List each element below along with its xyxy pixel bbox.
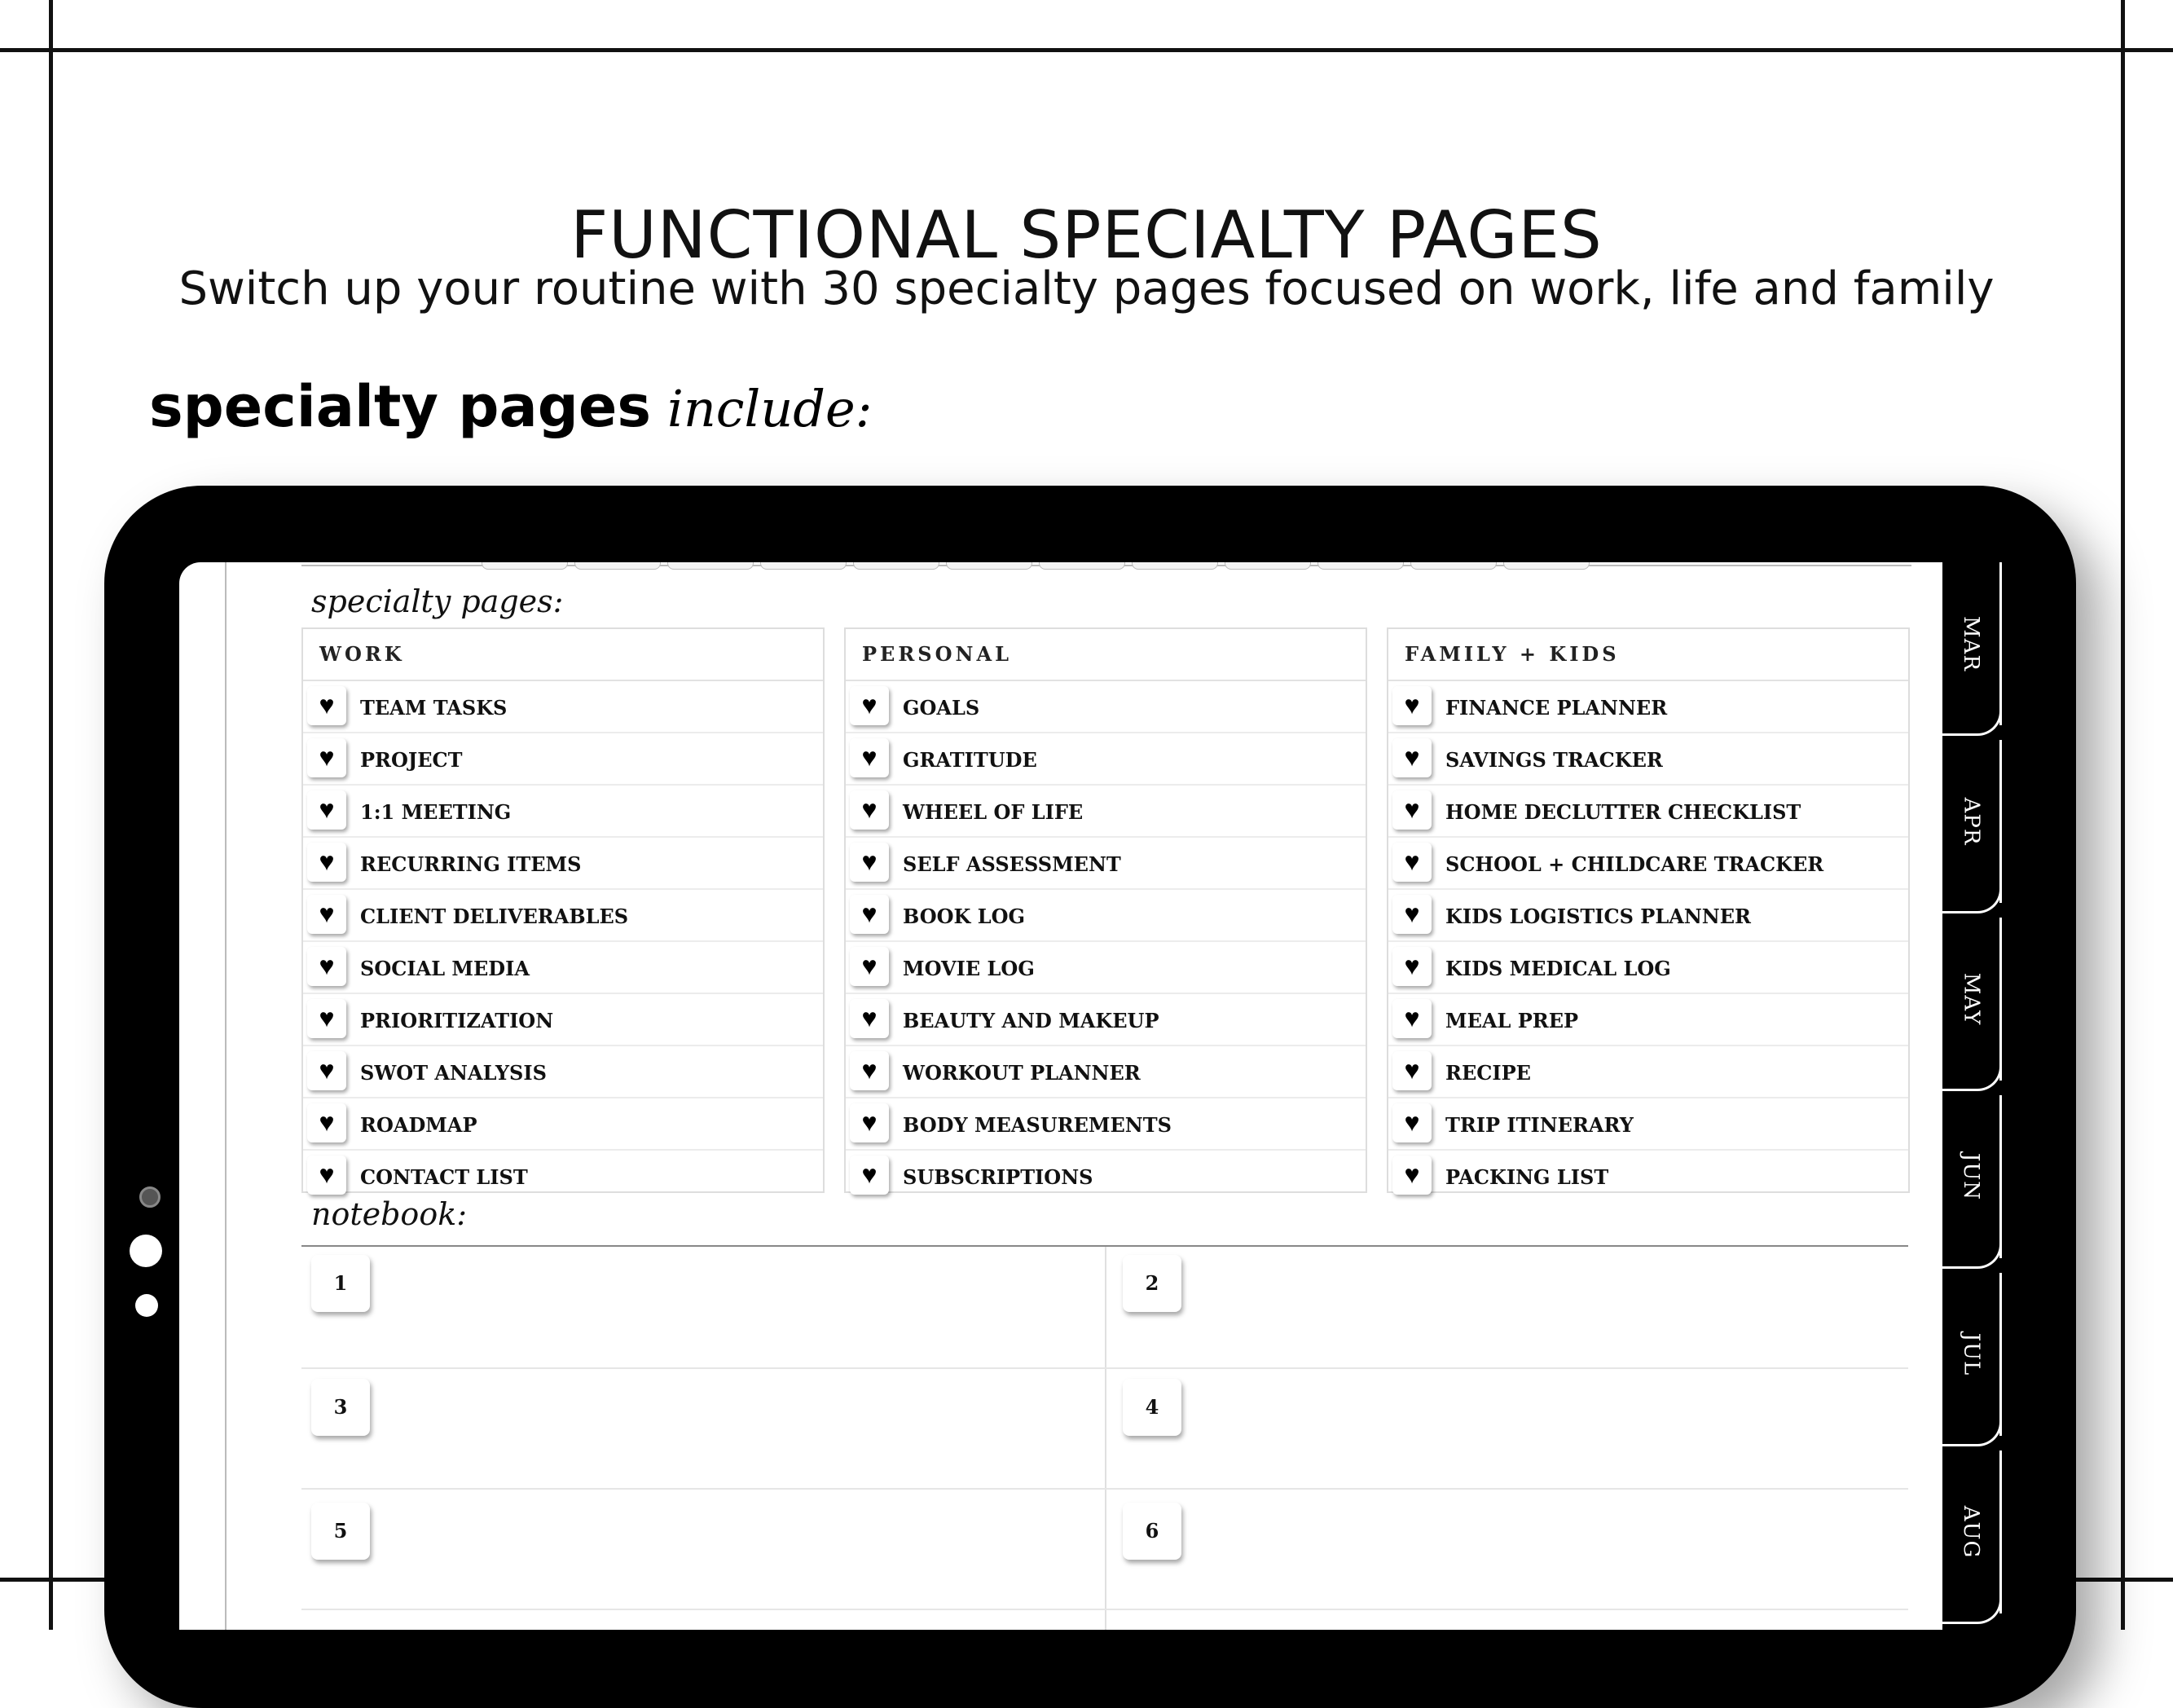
list-item[interactable] bbox=[1388, 994, 1908, 1046]
notebook-5-button[interactable]: 5 bbox=[311, 1503, 370, 1560]
tablet-screen bbox=[179, 562, 1999, 1630]
heart-icon[interactable]: ♥ bbox=[1392, 790, 1432, 830]
item-label: WORKOUT PLANNER bbox=[903, 1061, 1141, 1085]
month-tabs bbox=[1942, 562, 1999, 1630]
tab-label: MAR bbox=[1958, 616, 1983, 671]
item-label: HOME DECLUTTER CHECKLIST bbox=[1445, 800, 1801, 824]
list-item[interactable] bbox=[846, 681, 1366, 733]
heart-icon[interactable]: ♥ bbox=[1392, 738, 1432, 777]
specialty-pages-heading: specialty pages: bbox=[311, 583, 564, 619]
item-label: CLIENT DELIVERABLES bbox=[360, 905, 629, 928]
heart-icon[interactable]: ♥ bbox=[850, 1051, 889, 1090]
list-item[interactable] bbox=[1388, 838, 1908, 890]
list-item[interactable] bbox=[846, 890, 1366, 942]
list-item[interactable] bbox=[846, 733, 1366, 786]
item-label: WHEEL OF LIFE bbox=[903, 800, 1084, 824]
tab-label: APR bbox=[1958, 797, 1983, 846]
list-item[interactable] bbox=[1388, 681, 1908, 733]
heart-icon[interactable]: ♥ bbox=[307, 999, 346, 1038]
list-item[interactable] bbox=[846, 838, 1366, 890]
list-item[interactable] bbox=[1388, 942, 1908, 994]
side-button[interactable] bbox=[130, 1235, 162, 1267]
include-script-text: include: bbox=[667, 379, 873, 438]
list-item[interactable] bbox=[303, 838, 823, 890]
camera-dot bbox=[139, 1186, 161, 1208]
notebook-row-line bbox=[301, 1609, 1908, 1610]
heart-icon[interactable]: ♥ bbox=[1392, 1051, 1432, 1090]
list-item[interactable] bbox=[846, 1098, 1366, 1151]
side-button-small[interactable] bbox=[135, 1294, 158, 1317]
tab-jul[interactable] bbox=[1942, 1273, 2002, 1436]
tab-label: JUL bbox=[1958, 1332, 1983, 1376]
item-label: KIDS MEDICAL LOG bbox=[1445, 957, 1671, 980]
heart-icon[interactable]: ♥ bbox=[850, 999, 889, 1038]
heart-icon[interactable]: ♥ bbox=[850, 947, 889, 986]
heart-icon[interactable]: ♥ bbox=[307, 686, 346, 725]
list-item[interactable] bbox=[303, 994, 823, 1046]
tab-divider bbox=[1942, 1064, 2002, 1091]
item-label: TRIP ITINERARY bbox=[1445, 1113, 1634, 1137]
item-label: PROJECT bbox=[360, 748, 463, 772]
item-label: FINANCE PLANNER bbox=[1445, 696, 1668, 720]
column-title: PERSONAL bbox=[846, 629, 1366, 681]
list-item[interactable] bbox=[1388, 786, 1908, 838]
item-label: MOVIE LOG bbox=[903, 957, 1035, 980]
family-kids-column bbox=[1387, 627, 1910, 1193]
item-label: BOOK LOG bbox=[903, 905, 1026, 928]
page-subtitle: Switch up your routine with 30 specialty pages focused on work, life and family bbox=[178, 262, 1995, 315]
list-item[interactable] bbox=[303, 1046, 823, 1098]
tab-label: AUG bbox=[1959, 1505, 1983, 1559]
include-bold-text: specialty pages bbox=[149, 373, 652, 440]
list-item[interactable] bbox=[303, 942, 823, 994]
item-label: KIDS LOGISTICS PLANNER bbox=[1445, 905, 1751, 928]
list-item[interactable] bbox=[1388, 1151, 1908, 1201]
heart-icon[interactable]: ♥ bbox=[307, 843, 346, 882]
list-item[interactable] bbox=[1388, 1098, 1908, 1151]
notebook-divider bbox=[1105, 1247, 1106, 1630]
tab-divider bbox=[1942, 1420, 2002, 1446]
heart-icon[interactable]: ♥ bbox=[307, 1103, 346, 1142]
tab-label: JUN bbox=[1959, 1152, 1983, 1201]
item-label: MEAL PREP bbox=[1445, 1009, 1579, 1032]
heart-icon[interactable]: ♥ bbox=[307, 947, 346, 986]
tab-divider bbox=[1942, 709, 2002, 736]
tab-divider bbox=[1942, 887, 2002, 913]
tab-divider bbox=[1942, 1597, 2002, 1624]
tab-mar-label-wrap bbox=[1942, 562, 1999, 725]
heart-icon[interactable]: ♥ bbox=[307, 895, 346, 934]
list-item[interactable] bbox=[846, 786, 1366, 838]
heart-icon[interactable]: ♥ bbox=[1392, 999, 1432, 1038]
list-item[interactable] bbox=[846, 994, 1366, 1046]
list-item[interactable] bbox=[1388, 890, 1908, 942]
list-item[interactable] bbox=[846, 1046, 1366, 1098]
heart-icon[interactable]: ♥ bbox=[850, 1103, 889, 1142]
heart-icon[interactable]: ♥ bbox=[850, 895, 889, 934]
item-label: CONTACT LIST bbox=[360, 1165, 528, 1189]
item-label: GRATITUDE bbox=[903, 748, 1037, 772]
notebook-6-button[interactable]: 6 bbox=[1123, 1503, 1181, 1560]
item-label: RECURRING ITEMS bbox=[360, 852, 582, 876]
notebook-heading: notebook: bbox=[311, 1196, 468, 1232]
notebook-row-line bbox=[301, 1488, 1908, 1490]
item-label: BODY MEASUREMENTS bbox=[903, 1113, 1172, 1137]
list-item[interactable] bbox=[303, 1098, 823, 1151]
item-label: SWOT ANALYSIS bbox=[360, 1061, 547, 1085]
tab-may[interactable] bbox=[1942, 918, 2002, 1081]
heart-icon[interactable]: ♥ bbox=[850, 686, 889, 725]
heart-icon[interactable]: ♥ bbox=[1392, 947, 1432, 986]
column-title: WORK bbox=[303, 629, 823, 681]
item-label: RECIPE bbox=[1445, 1061, 1531, 1085]
heart-icon[interactable]: ♥ bbox=[1392, 895, 1432, 934]
item-label: GOALS bbox=[903, 696, 980, 720]
tab-divider bbox=[1942, 1242, 2002, 1269]
include-heading bbox=[149, 373, 873, 440]
heart-icon[interactable]: ♥ bbox=[1392, 686, 1432, 725]
notebook-row-line bbox=[301, 1367, 1908, 1369]
heart-icon[interactable]: ♥ bbox=[307, 1051, 346, 1090]
heart-icon[interactable]: ♥ bbox=[850, 843, 889, 882]
heart-icon[interactable]: ♥ bbox=[850, 790, 889, 830]
tab-aug-label-wrap bbox=[1942, 1450, 1999, 1613]
tab-aug[interactable] bbox=[1942, 1450, 2002, 1613]
list-item[interactable] bbox=[303, 786, 823, 838]
heart-icon[interactable]: ♥ bbox=[307, 1156, 346, 1195]
notebook-grid bbox=[301, 1245, 1908, 1630]
tab-jul-label-wrap bbox=[1942, 1273, 1999, 1436]
work-column bbox=[301, 627, 825, 1193]
heart-icon[interactable]: ♥ bbox=[850, 738, 889, 777]
tab-apr-label-wrap bbox=[1942, 740, 1999, 903]
column-title: FAMILY + KIDS bbox=[1388, 629, 1908, 681]
item-label: BEAUTY AND MAKEUP bbox=[903, 1009, 1159, 1032]
list-item[interactable] bbox=[303, 733, 823, 786]
item-label: SOCIAL MEDIA bbox=[360, 957, 530, 980]
heart-icon[interactable]: ♥ bbox=[850, 1156, 889, 1195]
tab-mar[interactable] bbox=[1942, 562, 2002, 725]
heart-icon[interactable]: ♥ bbox=[307, 790, 346, 830]
item-label: SUBSCRIPTIONS bbox=[903, 1165, 1093, 1189]
list-item[interactable] bbox=[846, 942, 1366, 994]
top-tab-strip bbox=[482, 562, 1999, 567]
frame-line-top bbox=[0, 48, 2173, 52]
page-title: FUNCTIONAL SPECIALTY PAGES bbox=[570, 196, 1603, 273]
personal-column bbox=[844, 627, 1367, 1193]
heart-icon[interactable]: ♥ bbox=[1392, 1156, 1432, 1195]
item-label: TEAM TASKS bbox=[360, 696, 508, 720]
item-label: SCHOOL + CHILDCARE TRACKER bbox=[1445, 852, 1824, 876]
tab-may-label-wrap bbox=[1942, 918, 1999, 1081]
heart-icon[interactable]: ♥ bbox=[1392, 843, 1432, 882]
notebook-3-button[interactable]: 3 bbox=[311, 1379, 370, 1436]
tab-apr[interactable] bbox=[1942, 740, 2002, 903]
tab-label: MAY bbox=[1958, 972, 1983, 1026]
item-label: 1:1 MEETING bbox=[360, 800, 512, 824]
list-item[interactable] bbox=[1388, 733, 1908, 786]
heart-icon[interactable]: ♥ bbox=[1392, 1103, 1432, 1142]
list-item[interactable] bbox=[303, 890, 823, 942]
list-item[interactable] bbox=[846, 1151, 1366, 1201]
list-item[interactable] bbox=[303, 1151, 823, 1201]
item-label: ROADMAP bbox=[360, 1113, 477, 1137]
list-item[interactable] bbox=[303, 681, 823, 733]
notebook-2-button[interactable]: 2 bbox=[1123, 1255, 1181, 1312]
item-label: PRIORITIZATION bbox=[360, 1009, 554, 1032]
tab-jun[interactable] bbox=[1942, 1095, 2002, 1258]
tab-jun-label-wrap bbox=[1942, 1095, 1999, 1258]
notebook-4-button[interactable]: 4 bbox=[1123, 1379, 1181, 1436]
planner-page bbox=[225, 562, 1938, 1630]
item-label: SAVINGS TRACKER bbox=[1445, 748, 1663, 772]
list-item[interactable] bbox=[1388, 1046, 1908, 1098]
item-label: SELF ASSESSMENT bbox=[903, 852, 1121, 876]
item-label: PACKING LIST bbox=[1445, 1165, 1609, 1189]
heart-icon[interactable]: ♥ bbox=[307, 738, 346, 777]
notebook-1-button[interactable]: 1 bbox=[311, 1255, 370, 1312]
